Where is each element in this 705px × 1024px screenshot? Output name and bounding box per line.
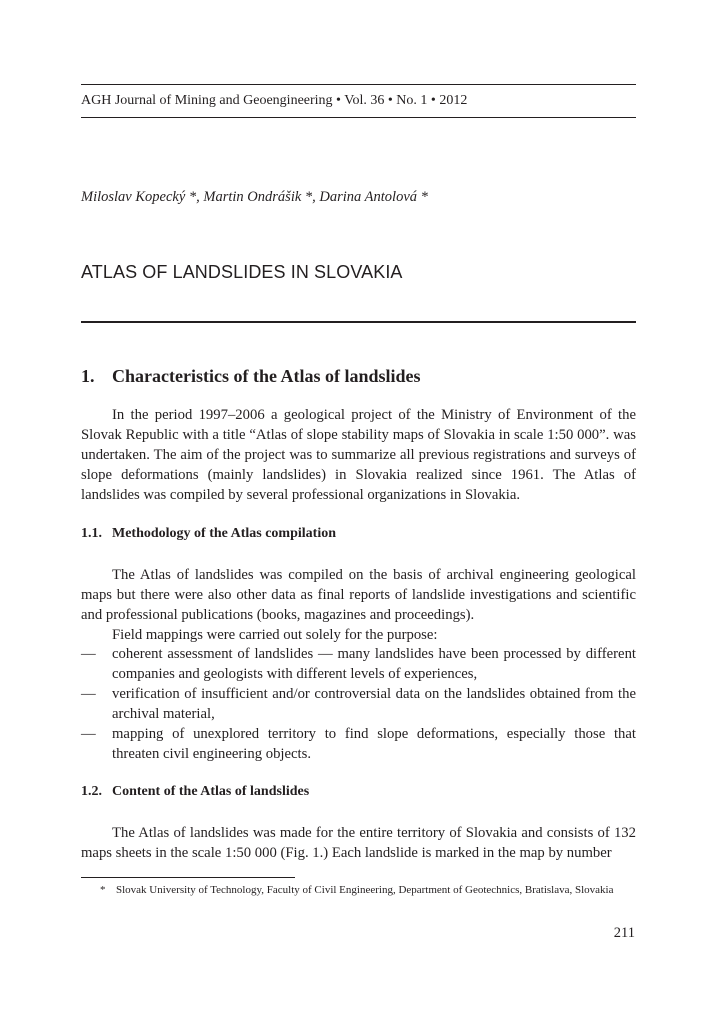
authors-line: Miloslav Kopecký *, Martin Ondrášik *, Darina Antolová * [81, 189, 428, 205]
section-1-1-heading [81, 526, 336, 542]
section-1-title: Characteristics of the Atlas of landslides [112, 366, 421, 386]
header-bottom-rule [81, 117, 636, 118]
list-item-text: mapping of unexplored territory to find slope deformations, especially those that threaten civil engineering objects. [112, 726, 636, 762]
list-dash: — [81, 726, 96, 742]
journal-header: AGH Journal of Mining and Geoengineering • Vol. 36 • No. 1 • 2012 [81, 93, 468, 108]
list-dash: — [81, 686, 96, 702]
list-dash: — [81, 646, 96, 662]
list-item [81, 684, 636, 724]
section-1-1-paragraph: The Atlas of landslides was compiled on the basis of archival engineering geological maps but there were also other data as final reports of landslide investigations and scientific and professional publications (books, magazines and proceedings). [81, 567, 636, 623]
section-1-1-intro: Field mappings were carried out solely for the purpose: [112, 627, 438, 643]
page-number: 211 [613, 925, 635, 941]
section-1-1-number: 1.1. [81, 526, 102, 541]
footnote-text: Slovak University of Technology, Faculty of Civil Engineering, Department of Geotechnics, Bratislava, Slovakia [116, 884, 614, 896]
list-item-text: verification of insufficient and/or controversial data on the landslides obtained from the archival material, [112, 686, 636, 722]
list-item [81, 724, 636, 764]
title-rule [81, 321, 636, 323]
field-mapping-list [81, 644, 636, 764]
section-1-2-number: 1.2. [81, 784, 102, 799]
footnote-mark: * [100, 884, 106, 896]
article-title: ATLAS OF LANDSLIDES IN SLOVAKIA [81, 262, 403, 282]
list-item [81, 644, 636, 684]
footnote-rule [81, 877, 295, 878]
section-1-heading [81, 366, 420, 387]
section-1-number: 1. [81, 366, 95, 386]
section-1-2-paragraph: The Atlas of landslides was made for the entire territory of Slovakia and consists of 132 maps sheets in the scale 1:50 000 (Fig. 1.) Each landslide is marked in the map by number [81, 825, 636, 861]
list-item-text: coherent assessment of landslides — many landslides have been processed by different companies and geologists with different levels of experiences, [112, 646, 636, 682]
section-1-2-title: Content of the Atlas of landslides [112, 784, 310, 799]
section-1-paragraph: In the period 1997–2006 a geological project of the Ministry of Environment of the Slovak Republic with a title “Atlas of slope stability maps of Slovakia in scale 1:50 000”. was undertaken. The aim of the project was to summarize all previous registrations and surveys of slope deformations (mainly landslides) in Slovakia realized since 1961. The Atlas of landslides was compiled by several professional organizations in Slovakia. [81, 407, 636, 503]
affiliation-footnote [100, 884, 613, 896]
header-top-rule [81, 84, 636, 85]
section-1-2-heading [81, 784, 309, 800]
section-1-1-title: Methodology of the Atlas compilation [112, 526, 336, 541]
